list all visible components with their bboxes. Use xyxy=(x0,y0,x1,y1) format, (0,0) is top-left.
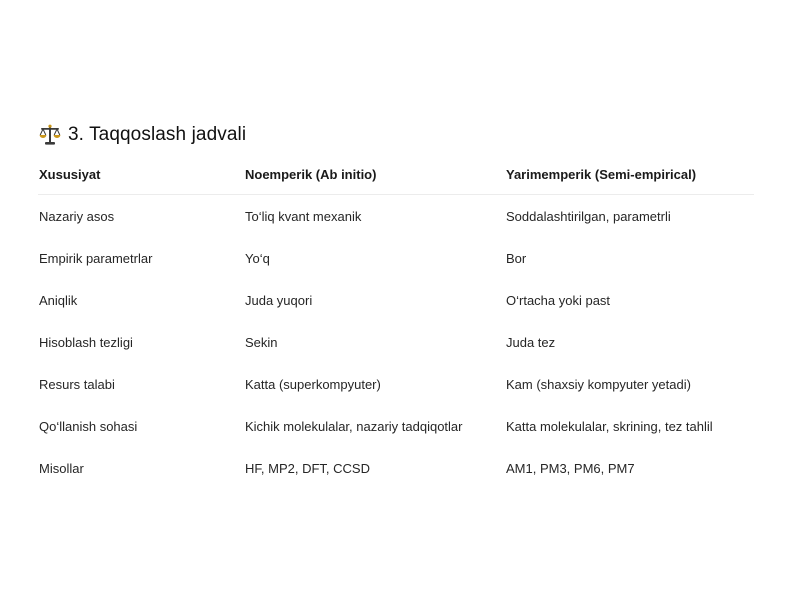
balance-scale-icon xyxy=(38,123,62,147)
table-row xyxy=(38,447,754,489)
semi-empirical-cell: O‘rtacha yoki past xyxy=(506,292,611,308)
ab-initio-cell: Kichik molekulalar, nazariy tadqiqotlar xyxy=(245,418,463,434)
semi-empirical-cell: Soddalashtirilgan, parametrli xyxy=(506,208,671,224)
row-label: Hisoblash tezligi xyxy=(39,334,133,350)
row-label: Aniqlik xyxy=(39,292,78,308)
table-row xyxy=(38,237,754,279)
table-row xyxy=(38,195,754,238)
row-label: Empirik parametrlar xyxy=(39,250,153,266)
semi-empirical-cell: AM1, PM3, PM6, PM7 xyxy=(506,460,635,476)
comparison-section xyxy=(38,122,754,489)
header-ab-initio: Noemperik (Ab initio) xyxy=(244,158,505,195)
ab-initio-cell: Sekin xyxy=(245,334,278,350)
row-label: Resurs talabi xyxy=(39,376,115,392)
table-header-row xyxy=(38,158,754,195)
header-feature: Xususiyat xyxy=(38,158,244,195)
row-label: Misollar xyxy=(39,460,84,476)
header-semi-empirical: Yarimemperik (Semi-empirical) xyxy=(505,158,754,195)
semi-empirical-cell: Juda tez xyxy=(506,334,556,350)
ab-initio-cell: HF, MP2, DFT, CCSD xyxy=(245,460,370,476)
table-row xyxy=(38,363,754,405)
table-row xyxy=(38,405,754,447)
semi-empirical-cell: Bor xyxy=(506,250,527,266)
ab-initio-cell: Katta (superkompyuter) xyxy=(245,376,381,392)
ab-initio-cell: To‘liq kvant mexanik xyxy=(245,208,362,224)
section-title: 3. Taqqoslash jadvali xyxy=(68,124,247,145)
comparison-table xyxy=(38,158,754,489)
row-label: Qo‘llanish sohasi xyxy=(39,418,138,434)
section-heading xyxy=(38,122,754,148)
table-row xyxy=(38,279,754,321)
table-row xyxy=(38,321,754,363)
ab-initio-cell: Yo‘q xyxy=(245,250,270,266)
ab-initio-cell: Juda yuqori xyxy=(245,292,313,308)
row-label: Nazariy asos xyxy=(39,208,115,224)
semi-empirical-cell: Kam (shaxsiy kompyuter yetadi) xyxy=(506,376,691,392)
semi-empirical-cell: Katta molekulalar, skrining, tez tahlil xyxy=(506,418,713,434)
